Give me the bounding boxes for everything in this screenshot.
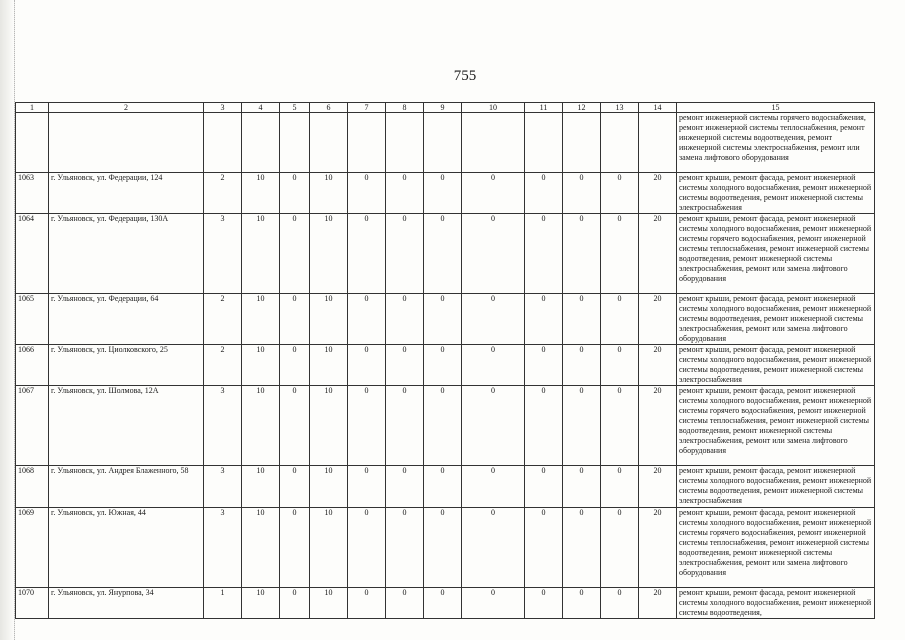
row-value: 10 <box>310 386 348 466</box>
row-value: 0 <box>348 588 386 619</box>
row-value <box>310 113 348 173</box>
row-value: 0 <box>601 214 639 294</box>
row-address: г. Ульяновск, ул. Шолмова, 12А <box>49 386 204 466</box>
row-value: 0 <box>348 466 386 508</box>
row-works: ремонт крыши, ремонт фасада, ремонт инженерной системы холодного водоснабжения, ремонт инженерной системы горячего водоснабжения, ремонт инженерной системы теплоснабжения, ремонт инженерной системы водоотведения, ремонт инженерной системы электроснабжения, ремонт или замена лифтового оборудования <box>677 508 875 588</box>
row-address: г. Ульяновск, ул. Циолковского, 25 <box>49 345 204 386</box>
column-header: 15 <box>677 103 875 113</box>
row-id: 1068 <box>16 466 49 508</box>
row-value: 0 <box>525 173 563 214</box>
row-value: 0 <box>462 173 525 214</box>
row-value: 0 <box>525 214 563 294</box>
row-value: 2 <box>204 345 242 386</box>
row-id: 1067 <box>16 386 49 466</box>
row-value: 20 <box>639 588 677 619</box>
row-address <box>49 113 204 173</box>
row-value: 0 <box>601 588 639 619</box>
row-value: 20 <box>639 466 677 508</box>
row-value: 1 <box>204 588 242 619</box>
table-row <box>16 466 875 508</box>
row-value: 20 <box>639 386 677 466</box>
row-value: 0 <box>525 294 563 345</box>
row-value: 0 <box>601 345 639 386</box>
column-header: 9 <box>424 103 462 113</box>
row-value: 20 <box>639 508 677 588</box>
row-value: 10 <box>310 466 348 508</box>
column-number-row <box>16 103 875 113</box>
row-works: ремонт крыши, ремонт фасада, ремонт инженерной системы холодного водоснабжения, ремонт инженерной системы водоотведения, ремонт инженерной системы электроснабжения <box>677 173 875 214</box>
row-id <box>16 113 49 173</box>
row-value: 0 <box>280 386 310 466</box>
row-value: 10 <box>242 294 280 345</box>
row-value: 0 <box>348 508 386 588</box>
row-value <box>348 113 386 173</box>
table-row <box>16 173 875 214</box>
row-value: 2 <box>204 294 242 345</box>
row-works: ремонт крыши, ремонт фасада, ремонт инженерной системы холодного водоснабжения, ремонт инженерной системы горячего водоснабжения, ремонт инженерной системы теплоснабжения, ремонт инженерной системы водоотведения, ремонт инженерной системы электроснабжения, ремонт или замена лифтового оборудования <box>677 386 875 466</box>
row-value: 3 <box>204 214 242 294</box>
column-header: 5 <box>280 103 310 113</box>
column-header: 12 <box>563 103 601 113</box>
row-value: 0 <box>563 345 601 386</box>
row-id: 1063 <box>16 173 49 214</box>
row-address: г. Ульяновск, ул. Южная, 44 <box>49 508 204 588</box>
page-binding-edge <box>0 0 15 640</box>
row-value: 20 <box>639 294 677 345</box>
row-value: 0 <box>348 386 386 466</box>
row-value: 0 <box>563 588 601 619</box>
row-value <box>563 113 601 173</box>
row-works: ремонт крыши, ремонт фасада, ремонт инженерной системы холодного водоснабжения, ремонт инженерной системы водоотведения, ремонт инженерной системы электроснабжения, ремонт или замена лифтового оборудования <box>677 294 875 345</box>
table-row <box>16 294 875 345</box>
row-value: 0 <box>601 294 639 345</box>
column-header: 1 <box>16 103 49 113</box>
row-works: ремонт крыши, ремонт фасада, ремонт инженерной системы холодного водоснабжения, ремонт инженерной системы водоотведения, ремонт инженерной системы электроснабжения <box>677 345 875 386</box>
row-value: 10 <box>242 173 280 214</box>
row-value: 0 <box>462 214 525 294</box>
row-value: 3 <box>204 508 242 588</box>
table-row <box>16 113 875 173</box>
row-value: 0 <box>348 214 386 294</box>
row-value: 0 <box>462 508 525 588</box>
row-value: 0 <box>563 294 601 345</box>
row-value: 20 <box>639 173 677 214</box>
row-value: 0 <box>525 588 563 619</box>
row-value: 0 <box>563 214 601 294</box>
column-header: 14 <box>639 103 677 113</box>
row-value: 0 <box>601 386 639 466</box>
row-value: 0 <box>601 466 639 508</box>
row-value: 10 <box>242 214 280 294</box>
column-header: 13 <box>601 103 639 113</box>
row-value: 10 <box>310 508 348 588</box>
row-value: 0 <box>424 508 462 588</box>
row-value: 0 <box>424 386 462 466</box>
column-header: 4 <box>242 103 280 113</box>
table-row <box>16 386 875 466</box>
row-works: ремонт крыши, ремонт фасада, ремонт инженерной системы холодного водоснабжения, ремонт инженерной системы горячего водоснабжения, ремонт инженерной системы теплоснабжения, ремонт инженерной системы водоотведения, ремонт инженерной системы электроснабжения, ремонт или замена лифтового оборудования <box>677 214 875 294</box>
row-value: 0 <box>348 294 386 345</box>
row-value: 0 <box>280 466 310 508</box>
row-address: г. Ульяновск, ул. Андрея Блаженного, 58 <box>49 466 204 508</box>
row-value: 0 <box>386 173 424 214</box>
row-value: 0 <box>348 173 386 214</box>
row-value: 0 <box>563 466 601 508</box>
row-value: 0 <box>280 345 310 386</box>
row-value: 0 <box>386 466 424 508</box>
row-value: 0 <box>280 214 310 294</box>
row-id: 1065 <box>16 294 49 345</box>
row-value: 2 <box>204 173 242 214</box>
row-id: 1069 <box>16 508 49 588</box>
row-value: 20 <box>639 214 677 294</box>
row-value: 0 <box>525 466 563 508</box>
page-number: 755 <box>453 68 477 84</box>
row-value: 3 <box>204 386 242 466</box>
row-value: 0 <box>525 345 563 386</box>
table-row <box>16 214 875 294</box>
row-value: 10 <box>242 588 280 619</box>
row-value: 0 <box>601 173 639 214</box>
row-value: 0 <box>525 508 563 588</box>
row-value: 0 <box>424 214 462 294</box>
row-value: 0 <box>424 173 462 214</box>
row-value: 10 <box>242 386 280 466</box>
row-value: 0 <box>386 214 424 294</box>
row-value <box>386 113 424 173</box>
row-value: 10 <box>310 214 348 294</box>
row-address: г. Ульяновск, ул. Янурпова, 34 <box>49 588 204 619</box>
row-value: 0 <box>424 466 462 508</box>
row-value: 0 <box>386 386 424 466</box>
row-works: ремонт крыши, ремонт фасада, ремонт инженерной системы холодного водоснабжения, ремонт инженерной системы водоотведения, <box>677 588 875 619</box>
row-value: 0 <box>462 588 525 619</box>
row-value: 10 <box>242 508 280 588</box>
row-value: 0 <box>462 345 525 386</box>
column-header: 8 <box>386 103 424 113</box>
row-value: 0 <box>280 294 310 345</box>
row-value: 10 <box>310 588 348 619</box>
row-value: 0 <box>462 294 525 345</box>
row-id: 1070 <box>16 588 49 619</box>
row-value: 0 <box>525 386 563 466</box>
row-address: г. Ульяновск, ул. Федерации, 64 <box>49 294 204 345</box>
row-id: 1064 <box>16 214 49 294</box>
row-value <box>639 113 677 173</box>
row-value: 10 <box>310 345 348 386</box>
row-value: 0 <box>563 508 601 588</box>
table-row <box>16 345 875 386</box>
row-value <box>280 113 310 173</box>
row-value: 0 <box>601 508 639 588</box>
row-value: 3 <box>204 466 242 508</box>
row-value <box>462 113 525 173</box>
row-value <box>242 113 280 173</box>
table-row <box>16 508 875 588</box>
row-value: 0 <box>563 173 601 214</box>
row-value: 0 <box>280 173 310 214</box>
row-value: 0 <box>280 508 310 588</box>
row-value: 0 <box>386 345 424 386</box>
table-row <box>16 588 875 619</box>
row-value: 0 <box>462 386 525 466</box>
row-value: 0 <box>280 588 310 619</box>
row-value: 10 <box>242 466 280 508</box>
row-value <box>204 113 242 173</box>
row-value: 0 <box>386 294 424 345</box>
row-value: 0 <box>386 588 424 619</box>
row-value: 0 <box>424 345 462 386</box>
row-value: 10 <box>242 345 280 386</box>
row-value <box>424 113 462 173</box>
column-header: 7 <box>348 103 386 113</box>
row-value: 10 <box>310 294 348 345</box>
row-address: г. Ульяновск, ул. Федерации, 124 <box>49 173 204 214</box>
row-value <box>525 113 563 173</box>
row-id: 1066 <box>16 345 49 386</box>
row-value <box>601 113 639 173</box>
row-value: 0 <box>462 466 525 508</box>
row-value: 0 <box>386 508 424 588</box>
row-value: 0 <box>348 345 386 386</box>
row-value: 10 <box>310 173 348 214</box>
row-works: ремонт инженерной системы горячего водоснабжения, ремонт инженерной системы теплоснабжения, ремонт инженерной системы водоотведения, ремонт инженерной системы электроснабжения, ремонт или замена лифтового оборудования <box>677 113 875 173</box>
row-address: г. Ульяновск, ул. Федерации, 130А <box>49 214 204 294</box>
row-value: 0 <box>424 294 462 345</box>
column-header: 3 <box>204 103 242 113</box>
row-value: 0 <box>424 588 462 619</box>
row-value: 0 <box>563 386 601 466</box>
column-header: 11 <box>525 103 563 113</box>
data-table <box>15 102 875 619</box>
column-header: 2 <box>49 103 204 113</box>
row-value: 20 <box>639 345 677 386</box>
column-header: 6 <box>310 103 348 113</box>
row-works: ремонт крыши, ремонт фасада, ремонт инженерной системы холодного водоснабжения, ремонт инженерной системы водоотведения, ремонт инженерной системы электроснабжения <box>677 466 875 508</box>
column-header: 10 <box>462 103 525 113</box>
